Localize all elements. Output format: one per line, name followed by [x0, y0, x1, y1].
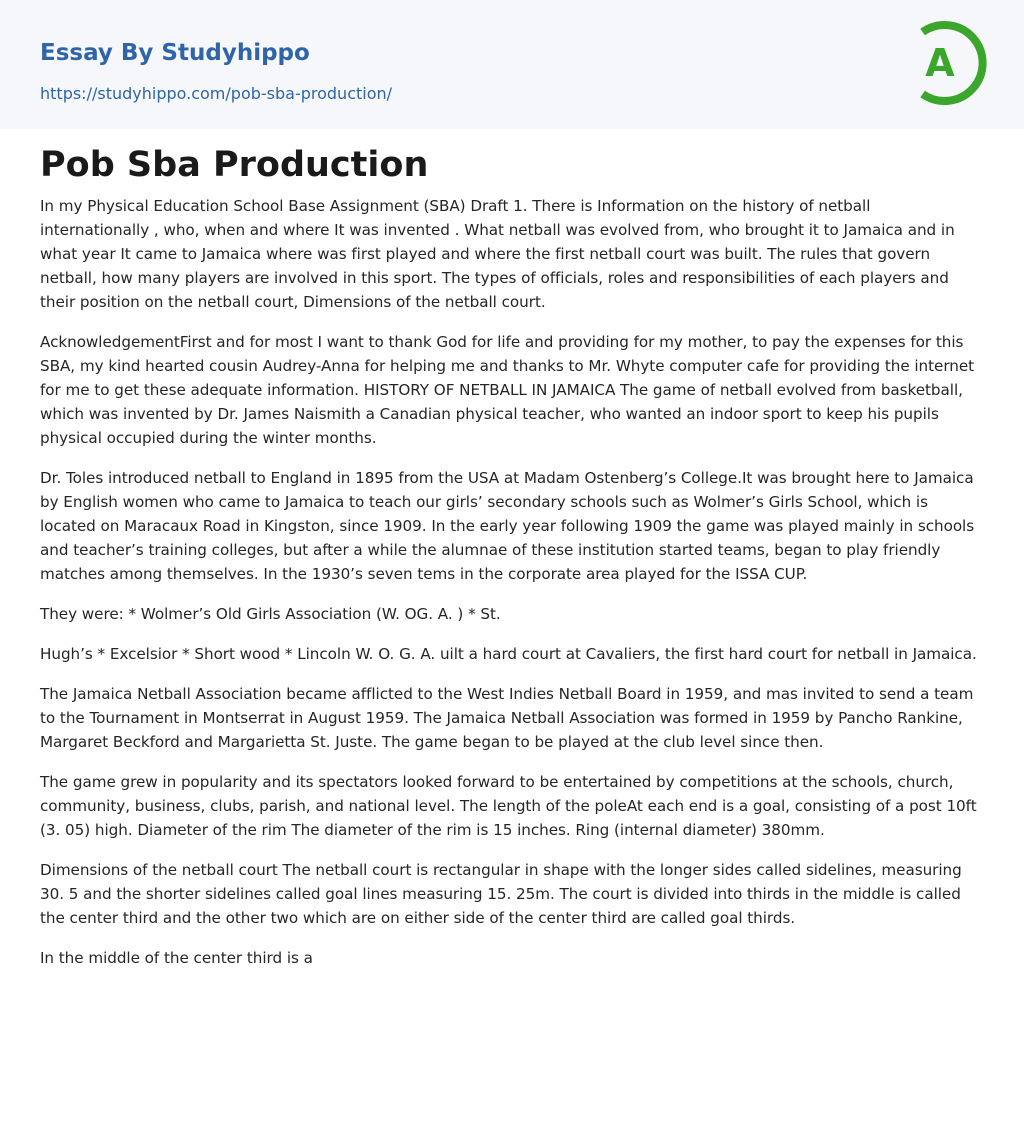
essay-paragraph: The Jamaica Netball Association became afflicted to the West Indies Netball Board in 1959, and mas invited to send a team to the Tournament in Montserrat in August 1959. The Jamaica Netball Association was formed in 1959 by Pancho Rankine, Margaret Beckford and Margarietta St. Juste. The game began to be played at the club level since then. — [40, 685, 974, 751]
essay-paragraph: Dr. Toles introduced netball to England in 1895 from the USA at Madam Ostenberg’s College.It was brought here to Jamaica by English women who came to Jamaica to teach our girls’ secondary schools such as Wolmer’s Girls School, which is located on Maracaux Road in Kingston, since 1909. In the early year following 1909 the game was played mainly in schools and teacher’s training colleges, but after a while the alumnae of these institution started teams, began to play friendly matches among themselves. In the 1930’s seven tems in the corporate area played for the ISSA CUP. — [40, 469, 975, 583]
studyhippo-logo-icon[interactable] — [912, 18, 988, 108]
essay-body — [40, 194, 984, 986]
site-title[interactable]: Essay By Studyhippo — [40, 40, 310, 66]
essay-paragraph: Dimensions of the netball court The netball court is rectangular in shape with the longer sides called sidelines, measuring 30. 5 and the shorter sidelines called goal lines measuring 15. 25m. The court is divided into thirds in the middle is called the center third and the other two which are on either side of the center third are called goal thirds. — [40, 861, 962, 927]
essay-paragraph: In the middle of the center third is a — [40, 949, 313, 967]
essay-paragraph: In my Physical Education School Base Assignment (SBA) Draft 1. There is Information on the history of netball internationally , who, when and where It was invented . What netball was evolved from, who brought it to Jamaica and in what year It came to Jamaica where was first played and where the first netball court was built. The rules that govern netball, how many players are involved in this sport. The types of officials, roles and responsibilities of each players and their position on the netball court, Dimensions of the netball court. — [40, 197, 955, 311]
source-url-link[interactable]: https://studyhippo.com/pob-sba-production/ — [40, 84, 393, 103]
essay-paragraph: AcknowledgementFirst and for most I want to thank God for life and providing for my mother, to pay the expenses for this SBA, my kind hearted cousin Audrey-Anna for helping me and thanks to Mr. Whyte computer cafe for providing the internet for me to get these adequate information. HISTORY OF NETBALL IN JAMAICA The game of netball evolved from basketball, which was invented by Dr. James Naismith a Canadian physical teacher, who wanted an indoor sport to keep his pupils physical occupied during the winter months. — [40, 333, 975, 447]
essay-paragraph: The game grew in popularity and its spectators looked forward to be entertained by competitions at the schools, church, community, business, clubs, parish, and national level. The length of the poleAt each end is a goal, consisting of a post 10ft (3. 05) high. Diameter of the rim The diameter of the rim is 15 inches. Ring (internal diameter) 380mm. — [40, 773, 977, 839]
essay-paragraph: Hugh’s * Excelsior * Short wood * Lincoln W. O. G. A. uilt a hard court at Cavaliers, the first hard court for netball in Jamaica. — [40, 645, 977, 663]
site-header — [0, 0, 1024, 129]
logo-letter: A — [925, 41, 955, 85]
page-title: Pob Sba Production — [40, 145, 429, 185]
logo-graphic — [912, 18, 988, 108]
essay-paragraph: They were: * Wolmer’s Old Girls Association (W. OG. A. ) * St. — [40, 605, 501, 623]
